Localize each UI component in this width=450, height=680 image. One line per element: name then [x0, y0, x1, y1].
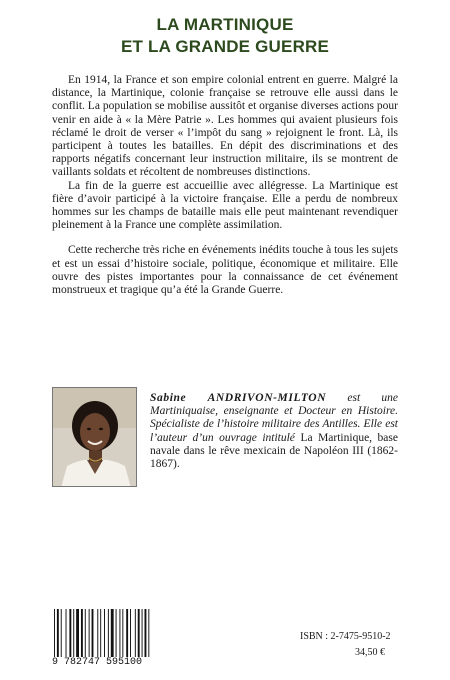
- title-line-1: LA MARTINIQUE: [156, 15, 294, 34]
- isbn: ISBN : 2-7475-9510-2: [300, 631, 391, 642]
- title-line-2: ET LA GRANDE GUERRE: [120, 37, 330, 56]
- summary-paragraph-1: En 1914, la France et son empire colonial entrent en guerre. Malgré la distance, la Martinique, colonie française se retrouve elle aussi dans le conflit. La population se mobilise aussitôt et organise diverses actions pour venir en aide à « la Mère Patrie ». Les hommes qui avaient plusieurs fois réclamé le droit de verser « l’impôt du sang » rejoignent le front. Là, ils participent à toutes les batailles. En dépit des discriminations et des rapports négatifs concernant leur instruction militaire, ils se montrent de vaillants soldats et récoltent de nombreuses distinctions.: [52, 74, 398, 179]
- author-bio-text: est une Martiniquaise, enseignante et Docteur en Histoire. Spécialiste de l’histoire militaire des Antilles. Elle est l’auteur d’un ouvrage intitulé: [150, 392, 398, 444]
- price: 34,50 €: [355, 647, 385, 658]
- author-bio: [150, 392, 398, 471]
- author-name: Sabine ANDRIVON-MILTON: [150, 392, 327, 404]
- summary-text: [52, 74, 398, 309]
- author-photo: [52, 387, 137, 487]
- barcode-digits: 9 782747 595100: [52, 657, 156, 668]
- author-previous-book: La Martinique, base navale dans le rêve mexicain de Napoléon III (1862-1867).: [150, 431, 398, 471]
- author-portrait-icon: [53, 388, 137, 487]
- summary-paragraph-2: La fin de la guerre est accueillie avec allégresse. La Martinique est fière d’avoir participé à la victoire française. Elle a perdu de nombreux hommes sur les champs de bataille mais elle peut maintenant revendiquer pleinement à la France une complète assimilation.: [52, 179, 398, 232]
- summary-paragraph-3: Cette recherche très riche en événements inédits touche à tous les sujets et est un essai d’histoire sociale, politique, économique et militaire. Elle ouvre des pistes importantes pour la connaissance de cet événement monstrueux et tragique qu’a été la Grande Guerre.: [52, 244, 398, 297]
- book-title: [0, 14, 450, 58]
